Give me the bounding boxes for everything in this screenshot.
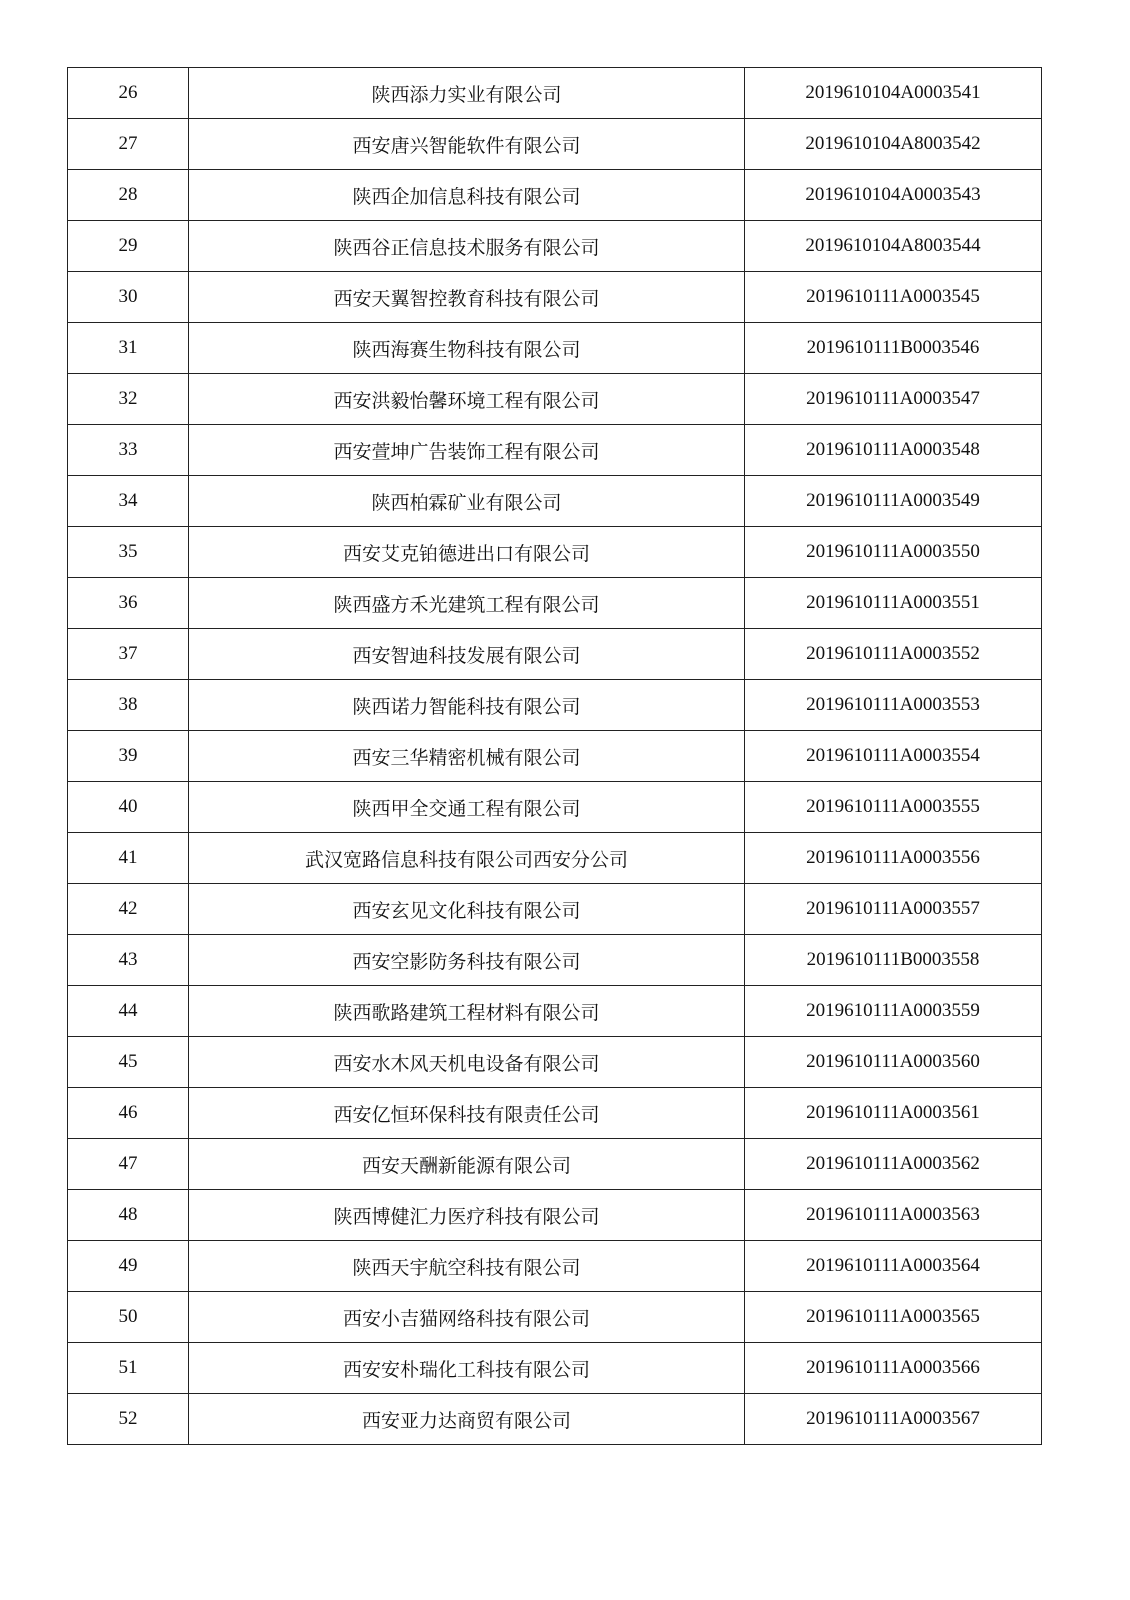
company-name-cell: 西安三华精密机械有限公司 xyxy=(189,731,745,782)
table-row xyxy=(68,1037,1042,1088)
company-name-cell: 陕西甲全交通工程有限公司 xyxy=(189,782,745,833)
row-index-cell: 42 xyxy=(68,884,189,935)
registration-code-cell: 2019610111A0003557 xyxy=(745,884,1042,935)
row-index-cell: 36 xyxy=(68,578,189,629)
row-index-cell: 46 xyxy=(68,1088,189,1139)
registration-code-cell: 2019610111A0003555 xyxy=(745,782,1042,833)
registration-code-cell: 2019610111A0003565 xyxy=(745,1292,1042,1343)
table-body xyxy=(68,68,1042,1445)
registration-code-cell: 2019610111A0003553 xyxy=(745,680,1042,731)
company-name-cell: 陕西博健汇力医疗科技有限公司 xyxy=(189,1190,745,1241)
registration-code-cell: 2019610104A8003542 xyxy=(745,119,1042,170)
row-index-cell: 29 xyxy=(68,221,189,272)
row-index-cell: 49 xyxy=(68,1241,189,1292)
table-row xyxy=(68,1088,1042,1139)
row-index-cell: 32 xyxy=(68,374,189,425)
table-row xyxy=(68,170,1042,221)
table-row xyxy=(68,935,1042,986)
row-index-cell: 31 xyxy=(68,323,189,374)
company-name-cell: 西安唐兴智能软件有限公司 xyxy=(189,119,745,170)
company-name-cell: 陕西柏霖矿业有限公司 xyxy=(189,476,745,527)
registration-code-cell: 2019610111B0003558 xyxy=(745,935,1042,986)
company-table xyxy=(67,67,1042,1445)
company-name-cell: 陕西天宇航空科技有限公司 xyxy=(189,1241,745,1292)
table-row xyxy=(68,68,1042,119)
row-index-cell: 44 xyxy=(68,986,189,1037)
registration-code-cell: 2019610111A0003550 xyxy=(745,527,1042,578)
table-row xyxy=(68,527,1042,578)
table-row xyxy=(68,1241,1042,1292)
row-index-cell: 26 xyxy=(68,68,189,119)
table-row xyxy=(68,680,1042,731)
registration-code-cell: 2019610111A0003564 xyxy=(745,1241,1042,1292)
company-name-cell: 西安亿恒环保科技有限责任公司 xyxy=(189,1088,745,1139)
company-name-cell: 陕西盛方禾光建筑工程有限公司 xyxy=(189,578,745,629)
table-row xyxy=(68,1343,1042,1394)
row-index-cell: 47 xyxy=(68,1139,189,1190)
table-row xyxy=(68,425,1042,476)
row-index-cell: 43 xyxy=(68,935,189,986)
company-name-cell: 西安空影防务科技有限公司 xyxy=(189,935,745,986)
row-index-cell: 41 xyxy=(68,833,189,884)
row-index-cell: 52 xyxy=(68,1394,189,1445)
company-name-cell: 西安萱坤广告装饰工程有限公司 xyxy=(189,425,745,476)
row-index-cell: 34 xyxy=(68,476,189,527)
company-name-cell: 西安智迪科技发展有限公司 xyxy=(189,629,745,680)
company-name-cell: 西安小吉猫网络科技有限公司 xyxy=(189,1292,745,1343)
table-row xyxy=(68,221,1042,272)
table-row xyxy=(68,476,1042,527)
registration-code-cell: 2019610111A0003563 xyxy=(745,1190,1042,1241)
row-index-cell: 40 xyxy=(68,782,189,833)
table-row xyxy=(68,272,1042,323)
row-index-cell: 45 xyxy=(68,1037,189,1088)
registration-code-cell: 2019610111A0003567 xyxy=(745,1394,1042,1445)
row-index-cell: 33 xyxy=(68,425,189,476)
table-row xyxy=(68,1190,1042,1241)
registration-code-cell: 2019610111A0003549 xyxy=(745,476,1042,527)
table-row xyxy=(68,1394,1042,1445)
table-row xyxy=(68,833,1042,884)
company-name-cell: 陕西诺力智能科技有限公司 xyxy=(189,680,745,731)
row-index-cell: 30 xyxy=(68,272,189,323)
registration-code-cell: 2019610104A0003541 xyxy=(745,68,1042,119)
company-name-cell: 武汉宽路信息科技有限公司西安分公司 xyxy=(189,833,745,884)
table-row xyxy=(68,119,1042,170)
company-name-cell: 西安洪毅怡馨环境工程有限公司 xyxy=(189,374,745,425)
row-index-cell: 27 xyxy=(68,119,189,170)
row-index-cell: 38 xyxy=(68,680,189,731)
company-name-cell: 陕西歌路建筑工程材料有限公司 xyxy=(189,986,745,1037)
company-name-cell: 西安艾克铂德进出口有限公司 xyxy=(189,527,745,578)
company-name-cell: 陕西海赛生物科技有限公司 xyxy=(189,323,745,374)
registration-code-cell: 2019610111A0003551 xyxy=(745,578,1042,629)
registration-code-cell: 2019610111A0003562 xyxy=(745,1139,1042,1190)
registration-code-cell: 2019610104A0003543 xyxy=(745,170,1042,221)
row-index-cell: 50 xyxy=(68,1292,189,1343)
table-row xyxy=(68,1139,1042,1190)
registration-code-cell: 2019610111A0003566 xyxy=(745,1343,1042,1394)
row-index-cell: 48 xyxy=(68,1190,189,1241)
registration-code-cell: 2019610111A0003545 xyxy=(745,272,1042,323)
registration-code-cell: 2019610111A0003556 xyxy=(745,833,1042,884)
table-row xyxy=(68,323,1042,374)
table-row xyxy=(68,884,1042,935)
table-row xyxy=(68,731,1042,782)
table-row xyxy=(68,1292,1042,1343)
row-index-cell: 51 xyxy=(68,1343,189,1394)
company-name-cell: 西安水木风天机电设备有限公司 xyxy=(189,1037,745,1088)
registration-code-cell: 2019610111A0003552 xyxy=(745,629,1042,680)
company-name-cell: 陕西企加信息科技有限公司 xyxy=(189,170,745,221)
table-row xyxy=(68,782,1042,833)
company-name-cell: 西安天翼智控教育科技有限公司 xyxy=(189,272,745,323)
company-name-cell: 西安玄见文化科技有限公司 xyxy=(189,884,745,935)
registration-code-cell: 2019610111B0003546 xyxy=(745,323,1042,374)
company-name-cell: 陕西添力实业有限公司 xyxy=(189,68,745,119)
registration-code-cell: 2019610111A0003559 xyxy=(745,986,1042,1037)
company-name-cell: 西安安朴瑞化工科技有限公司 xyxy=(189,1343,745,1394)
registration-code-cell: 2019610111A0003554 xyxy=(745,731,1042,782)
company-name-cell: 西安亚力达商贸有限公司 xyxy=(189,1394,745,1445)
registration-code-cell: 2019610104A8003544 xyxy=(745,221,1042,272)
row-index-cell: 35 xyxy=(68,527,189,578)
table-row xyxy=(68,374,1042,425)
table-row xyxy=(68,986,1042,1037)
row-index-cell: 37 xyxy=(68,629,189,680)
registration-code-cell: 2019610111A0003548 xyxy=(745,425,1042,476)
row-index-cell: 39 xyxy=(68,731,189,782)
registration-code-cell: 2019610111A0003561 xyxy=(745,1088,1042,1139)
company-name-cell: 陕西谷正信息技术服务有限公司 xyxy=(189,221,745,272)
registration-code-cell: 2019610111A0003547 xyxy=(745,374,1042,425)
table-row xyxy=(68,578,1042,629)
registration-code-cell: 2019610111A0003560 xyxy=(745,1037,1042,1088)
row-index-cell: 28 xyxy=(68,170,189,221)
company-name-cell: 西安天酬新能源有限公司 xyxy=(189,1139,745,1190)
table-row xyxy=(68,629,1042,680)
